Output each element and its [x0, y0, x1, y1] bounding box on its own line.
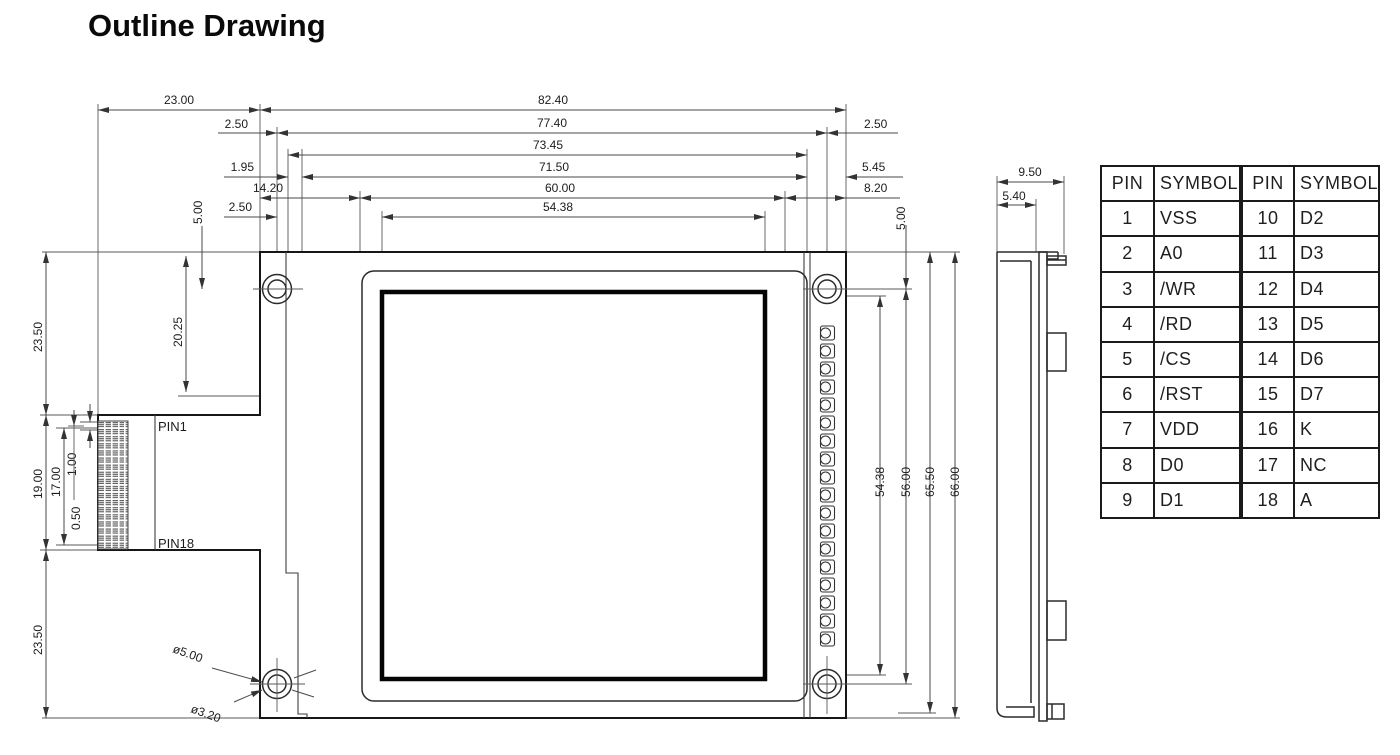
pin-table-row [1101, 448, 1379, 483]
pin-table-row [1101, 272, 1379, 307]
pin-symbol-cell: D0 [1154, 448, 1241, 483]
pin-symbol-cell: VDD [1154, 412, 1241, 447]
side-connector-bump-2 [1047, 601, 1066, 640]
dim-56-00: 56.00 [899, 466, 913, 497]
pin-table-row [1101, 307, 1379, 342]
pad-hole [821, 472, 831, 482]
pad-hole [821, 382, 831, 392]
dim-60-00: 60.00 [544, 181, 576, 195]
dim-5-40: 5.40 [1002, 189, 1026, 203]
dim-20-25: 20.25 [171, 316, 185, 347]
pin-number-cell: 8 [1101, 448, 1154, 483]
dim-2-50-right: 2.50 [864, 117, 888, 131]
pad-hole [821, 328, 831, 338]
pin-symbol-cell: VSS [1154, 201, 1241, 236]
pad-hole [821, 598, 831, 608]
dim-82-40: 82.40 [537, 93, 569, 107]
pin-number-cell: 16 [1241, 412, 1294, 447]
dim-dia-3-20: ø3.20 [188, 701, 223, 726]
pin-number-cell: 6 [1101, 377, 1154, 412]
pin-symbol-cell: /RD [1154, 307, 1241, 342]
dim-65-50: 65.50 [923, 466, 937, 497]
pad-hole [821, 454, 831, 464]
dim-66-00: 66.00 [948, 466, 962, 497]
pin-symbol-cell: D7 [1294, 377, 1379, 412]
pin18-label: PIN18 [158, 536, 195, 551]
page-title: Outline Drawing [88, 8, 326, 43]
pin-table-row [1101, 236, 1379, 271]
pin-number-cell: 3 [1101, 272, 1154, 307]
dim-2-50-left: 2.50 [224, 117, 248, 131]
header-symbol-2: SYMBOL [1294, 166, 1379, 201]
dim-0-50: 0.50 [69, 506, 83, 530]
pin1-label: PIN1 [158, 419, 187, 434]
dim-23-50-top: 23.50 [31, 321, 45, 352]
pin-number-cell: 14 [1241, 342, 1294, 377]
pin-number-cell: 7 [1101, 412, 1154, 447]
right-dimensions [873, 252, 962, 718]
pin-number-cell: 11 [1241, 236, 1294, 271]
dim-14-20: 14.20 [252, 181, 284, 195]
pin-table-row [1101, 412, 1379, 447]
header-symbol-1: SYMBOL [1154, 166, 1241, 201]
header-pin-1: PIN [1101, 166, 1154, 201]
pin-number-cell: 4 [1101, 307, 1154, 342]
pin-symbol-cell: /WR [1154, 272, 1241, 307]
pad-hole [821, 526, 831, 536]
dim-1-95: 1.95 [230, 160, 254, 174]
header-pin-2: PIN [1241, 166, 1294, 201]
pin-symbol-cell: NC [1294, 448, 1379, 483]
dim-71-50: 71.50 [538, 160, 570, 174]
pin-number-cell: 15 [1241, 377, 1294, 412]
pin-symbol-cell: D1 [1154, 483, 1241, 518]
pin-table-row [1101, 342, 1379, 377]
side-view [997, 165, 1066, 721]
pin-table [1100, 165, 1380, 519]
pad-hole [821, 580, 831, 590]
pad-hole [821, 436, 831, 446]
pad-hole [821, 364, 831, 374]
pin-symbol-cell: /RST [1154, 377, 1241, 412]
pin-table-row [1101, 201, 1379, 236]
dim-2-50-row6: 2.50 [228, 200, 252, 214]
pin-symbol-cell: D5 [1294, 307, 1379, 342]
pin-number-cell: 5 [1101, 342, 1154, 377]
dim-5-00-left: 5.00 [191, 200, 205, 224]
pad-hole [821, 400, 831, 410]
pad-hole [821, 346, 831, 356]
pad-hole [821, 616, 831, 626]
pad-hole [821, 634, 831, 644]
pin-number-cell: 17 [1241, 448, 1294, 483]
pad-hole [821, 544, 831, 554]
side-connector-bump-1 [1047, 333, 1066, 371]
pin-symbol-cell: A0 [1154, 236, 1241, 271]
pin-symbol-cell: D6 [1294, 342, 1379, 377]
pin-table-row [1101, 483, 1379, 518]
side-foot [1047, 704, 1064, 719]
dim-73-45: 73.45 [532, 138, 564, 152]
pin-number-cell: 13 [1241, 307, 1294, 342]
dim-19-00: 19.00 [31, 468, 45, 499]
dim-dia-5-00: ø5.00 [170, 641, 205, 666]
pin-symbol-cell: D2 [1294, 201, 1379, 236]
pin-number-cell: 12 [1241, 272, 1294, 307]
pin-symbol-cell: K [1294, 412, 1379, 447]
lcd-active-area [382, 292, 765, 679]
pin-number-cell: 9 [1101, 483, 1154, 518]
pin-symbol-cell: A [1294, 483, 1379, 518]
pin-number-cell: 10 [1241, 201, 1294, 236]
dim-9-50: 9.50 [1018, 165, 1042, 179]
pad-hole [821, 418, 831, 428]
dim-23-00: 23.00 [163, 93, 195, 107]
side-profile [997, 252, 1066, 721]
pin-number-cell: 2 [1101, 236, 1154, 271]
pin-number-cell: 1 [1101, 201, 1154, 236]
dim-17-00: 17.00 [49, 466, 63, 497]
pin-symbol-cell: D4 [1294, 272, 1379, 307]
pad-hole [821, 508, 831, 518]
front-view [31, 93, 962, 725]
dim-5-45: 5.45 [862, 160, 886, 174]
dim-1-00: 1.00 [65, 452, 79, 476]
pin-table-header-row [1101, 166, 1379, 201]
dim-8-20: 8.20 [864, 181, 888, 195]
dim-5-00-right: 5.00 [894, 206, 908, 230]
pin-symbol-cell: D3 [1294, 236, 1379, 271]
dim-54-38-top: 54.38 [542, 200, 574, 214]
pad-hole [821, 490, 831, 500]
dim-23-50-bottom: 23.50 [31, 624, 45, 655]
dim-54-38-right: 54.38 [873, 466, 887, 497]
pad-hole [821, 562, 831, 572]
pin-number-cell: 18 [1241, 483, 1294, 518]
pin-table-row [1101, 377, 1379, 412]
dim-77-40: 77.40 [536, 116, 568, 130]
pin-symbol-cell: /CS [1154, 342, 1241, 377]
